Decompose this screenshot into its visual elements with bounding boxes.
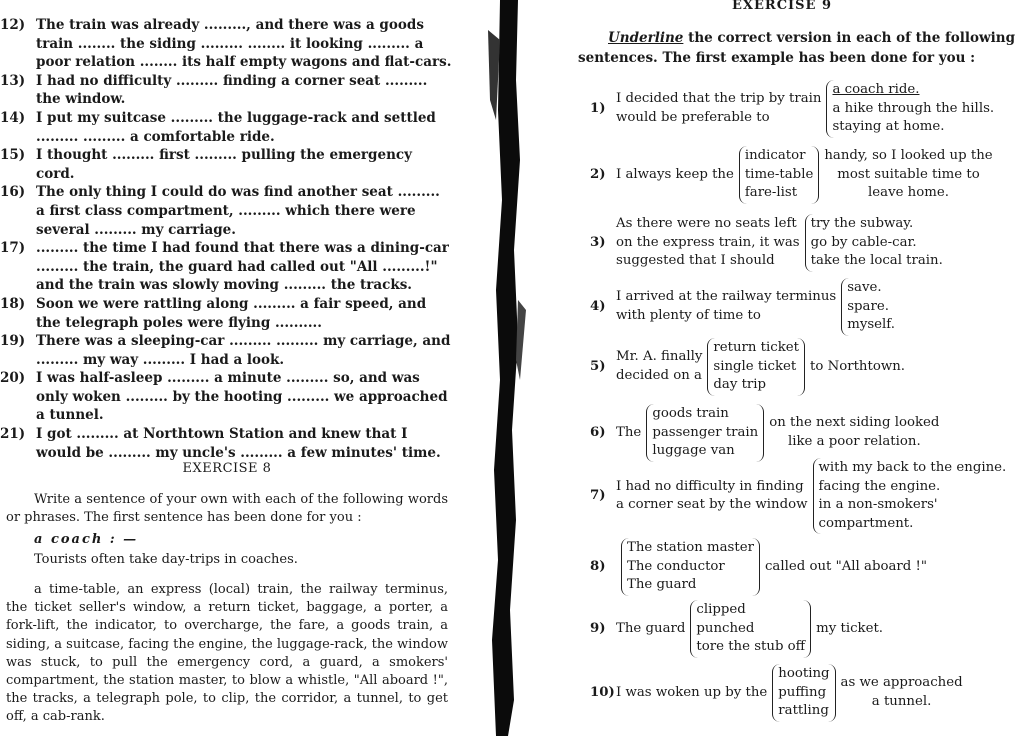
item-number: 20) <box>0 370 26 387</box>
exercise-item <box>0 295 452 332</box>
exercise-9-title: EXERCISE 9 <box>731 0 832 13</box>
option: hooting <box>778 666 830 681</box>
option-underlined: a coach ride. <box>832 82 920 97</box>
exercise-item <box>590 664 963 722</box>
exercise-item <box>590 278 905 336</box>
exercise-item <box>0 332 452 369</box>
option: goods train <box>652 406 729 421</box>
option: compartment. <box>818 515 914 531</box>
item-tail <box>841 674 963 711</box>
option: The station master <box>627 540 754 555</box>
item-stem <box>616 478 808 515</box>
exercise-item <box>0 369 452 425</box>
option: return ticket <box>713 340 799 355</box>
item-number: 7) <box>590 487 606 503</box>
option-group <box>826 80 999 138</box>
option: clipped <box>696 602 746 617</box>
item-tail <box>765 558 927 577</box>
exercise-9-instruction <box>578 28 1024 68</box>
item-tail <box>810 358 905 377</box>
tail-line: leave home. <box>868 185 949 201</box>
stem-line: a corner seat by the window <box>616 497 808 513</box>
option-group <box>813 458 1012 534</box>
item-stem <box>616 215 800 271</box>
tail-line: handy, so I looked up the <box>824 148 993 163</box>
exercise-item <box>0 72 452 109</box>
exercise-8-word-list: a time-table, an express (local) train, the railway terminus, the ticket seller's window, a return ticket, baggage, a porter, a fork-lift, the indicator, to overcharge, the fare, a goods train, a siding, a suitcase, facing the engine, the luggage-rack, the window was stuck, to pull the emergency cord, a guard, a smokers' compartment, the station master, to blow a whistle, "All aboard !", the tracks, a telegraph pole, to clip, the corridor, a tunnel, to get off, a cab-rank. <box>6 582 448 725</box>
option-group <box>621 538 760 596</box>
option-group <box>707 338 805 396</box>
option: punched <box>696 620 755 636</box>
stem-line: suggested that I should <box>616 253 775 269</box>
item-number: 10) <box>590 684 615 700</box>
option: puffing <box>778 684 827 700</box>
tail-line: as we approached <box>840 675 963 691</box>
option-group <box>739 146 819 204</box>
item-number: 5) <box>590 358 606 374</box>
option: rattling <box>778 703 829 719</box>
option: fare-list <box>744 185 798 201</box>
exercise-item <box>0 146 452 183</box>
item-number: 6) <box>590 424 606 440</box>
exercise-8-title: EXERCISE 8 <box>182 461 272 476</box>
exercise-7-continuation <box>0 16 452 462</box>
exercise-item <box>590 538 927 596</box>
item-tail <box>824 147 992 203</box>
exercise-item <box>590 214 953 272</box>
item-number: 13) <box>0 72 26 89</box>
exercise-item <box>0 239 452 295</box>
item-number: 18) <box>0 295 26 312</box>
item-text: I put my suitcase ......... the luggage-rack and settled ......... ......... a comfortable ride. <box>36 109 436 145</box>
stem-line: The guard <box>616 620 686 636</box>
stem-line: I had no difficulty in finding <box>616 478 804 494</box>
exercise-item <box>0 16 452 72</box>
option: tore the stub off <box>696 639 806 655</box>
item-text: I thought ......... first ......... pulling the emergency cord. <box>36 147 412 182</box>
item-number: 17) <box>0 240 26 257</box>
item-number: 4) <box>590 298 606 314</box>
stem-line: As there were no seats left <box>616 216 797 231</box>
stem-line: I arrived at the railway terminus <box>616 289 837 305</box>
option: The guard <box>627 577 697 593</box>
exercise-8-example-sentence: Tourists often take day-trips in coaches. <box>34 551 298 567</box>
stem-line: I was woken up by the <box>616 684 768 700</box>
option: time-table <box>744 166 814 182</box>
option-group <box>805 214 948 272</box>
option-group <box>841 278 900 336</box>
tail-line: called out "All aboard !" <box>764 558 927 574</box>
tail-line: a tunnel. <box>871 693 932 709</box>
item-stem <box>616 166 734 185</box>
option: take the local train. <box>810 253 943 269</box>
right-page <box>540 0 1024 736</box>
stem-line: decided on a <box>616 367 702 383</box>
exercise-8 <box>6 460 448 727</box>
item-stem <box>616 90 821 127</box>
option: day trip <box>713 377 767 393</box>
item-stem <box>616 620 685 639</box>
option: facing the engine. <box>818 478 941 494</box>
item-number: 3) <box>590 234 606 250</box>
item-number: 9) <box>590 620 606 636</box>
option: luggage van <box>652 443 735 459</box>
option-group <box>772 664 835 722</box>
item-text: The train was already ........., and there was a goods train ........ the siding ......... ........ it looking ......... a poor relation ........ its half empty wagons and flat-cars. <box>36 17 452 71</box>
option: try the subway. <box>810 216 914 231</box>
option: single ticket <box>713 358 797 374</box>
option-group <box>646 404 764 462</box>
exercise-item <box>0 183 452 239</box>
instruction-text: the correct version in each of the following sentences. The first example has been done for you : <box>578 30 1016 66</box>
exercise-item <box>590 80 1004 138</box>
item-stem <box>616 684 767 703</box>
stem-line: on the express train, it was <box>616 234 800 250</box>
item-text: The only thing I could do was find another seat ......... a first class compartment, ......... which there were several ......... my carriage. <box>36 184 440 238</box>
exercise-item <box>590 600 883 658</box>
item-stem <box>616 424 641 443</box>
item-number: 19) <box>0 333 26 350</box>
item-text: There was a sleeping-car ......... ......... my carriage, and ......... my way ......... I had a look. <box>36 333 451 368</box>
tail-line: to Northtown. <box>810 358 906 374</box>
option: myself. <box>847 317 895 333</box>
item-number: 12) <box>0 17 26 33</box>
item-number: 16) <box>0 184 26 201</box>
option-group <box>690 600 811 658</box>
tail-line: like a poor relation. <box>787 433 921 449</box>
exercise-item <box>590 458 1016 534</box>
option: indicator <box>744 148 806 163</box>
item-tail <box>816 620 883 639</box>
stem-line: I always keep the <box>616 166 734 182</box>
option: spare. <box>847 298 889 314</box>
option: in a non-smokers' <box>818 497 938 513</box>
stem-line: with plenty of time to <box>616 307 761 323</box>
option: a hike through the hills. <box>832 100 995 116</box>
stem-line: I decided that the trip by train <box>616 91 822 107</box>
exercise-item <box>0 109 452 146</box>
stem-line: would be preferable to <box>616 109 770 125</box>
exercise-item <box>590 404 939 462</box>
item-stem <box>616 288 836 325</box>
item-number: 14) <box>0 109 26 126</box>
tail-line: most suitable time to <box>837 166 980 182</box>
exercise-item <box>0 425 452 462</box>
item-number: 21) <box>0 426 26 443</box>
exercise-8-example-word: a coach : — <box>34 531 139 547</box>
exercise-item <box>590 146 993 204</box>
stem-line: The <box>616 424 642 440</box>
instruction-keyword: Underline <box>608 30 684 46</box>
item-text: I had no difficulty ......... finding a corner seat ......... the window. <box>36 72 428 108</box>
item-number: 8) <box>590 558 606 574</box>
tail-line: on the next siding looked <box>769 415 940 431</box>
tail-line: my ticket. <box>816 620 884 636</box>
option: The conductor <box>627 558 725 574</box>
item-stem <box>616 348 702 385</box>
option: with my back to the engine. <box>818 460 1007 475</box>
option: go by cable-car. <box>810 234 917 250</box>
exercise-item <box>590 338 905 396</box>
item-text: ......... the time I had found that there was a dining-car ......... the train, the guard had called out "All .........!" and the train was slowly moving ......... the tracks. <box>36 240 449 294</box>
left-page <box>0 0 475 736</box>
item-text: Soon we were rattling along ......... a fair speed, and the telegraph poles were flying .......... <box>36 295 427 331</box>
item-number: 15) <box>0 147 26 164</box>
item-number: 1) <box>590 100 606 116</box>
exercise-8-instruction: Write a sentence of your own with each of the following words or phrases. The first sentence has been done for you : <box>6 492 448 526</box>
option: passenger train <box>652 424 759 440</box>
item-text: I got ......... at Northtown Station and knew that I would be ......... my uncle's ......... a few minutes' time. <box>36 426 441 461</box>
option: staying at home. <box>832 119 945 135</box>
item-text: I was half-asleep ......... a minute ......... so, and was only woken ......... by the hooting ......... we approached a tunnel. <box>36 370 448 424</box>
book-spine-shadow <box>478 0 538 736</box>
option: save. <box>847 280 882 295</box>
stem-line: Mr. A. finally <box>616 349 703 365</box>
item-number: 2) <box>590 166 606 182</box>
item-tail <box>769 414 939 451</box>
